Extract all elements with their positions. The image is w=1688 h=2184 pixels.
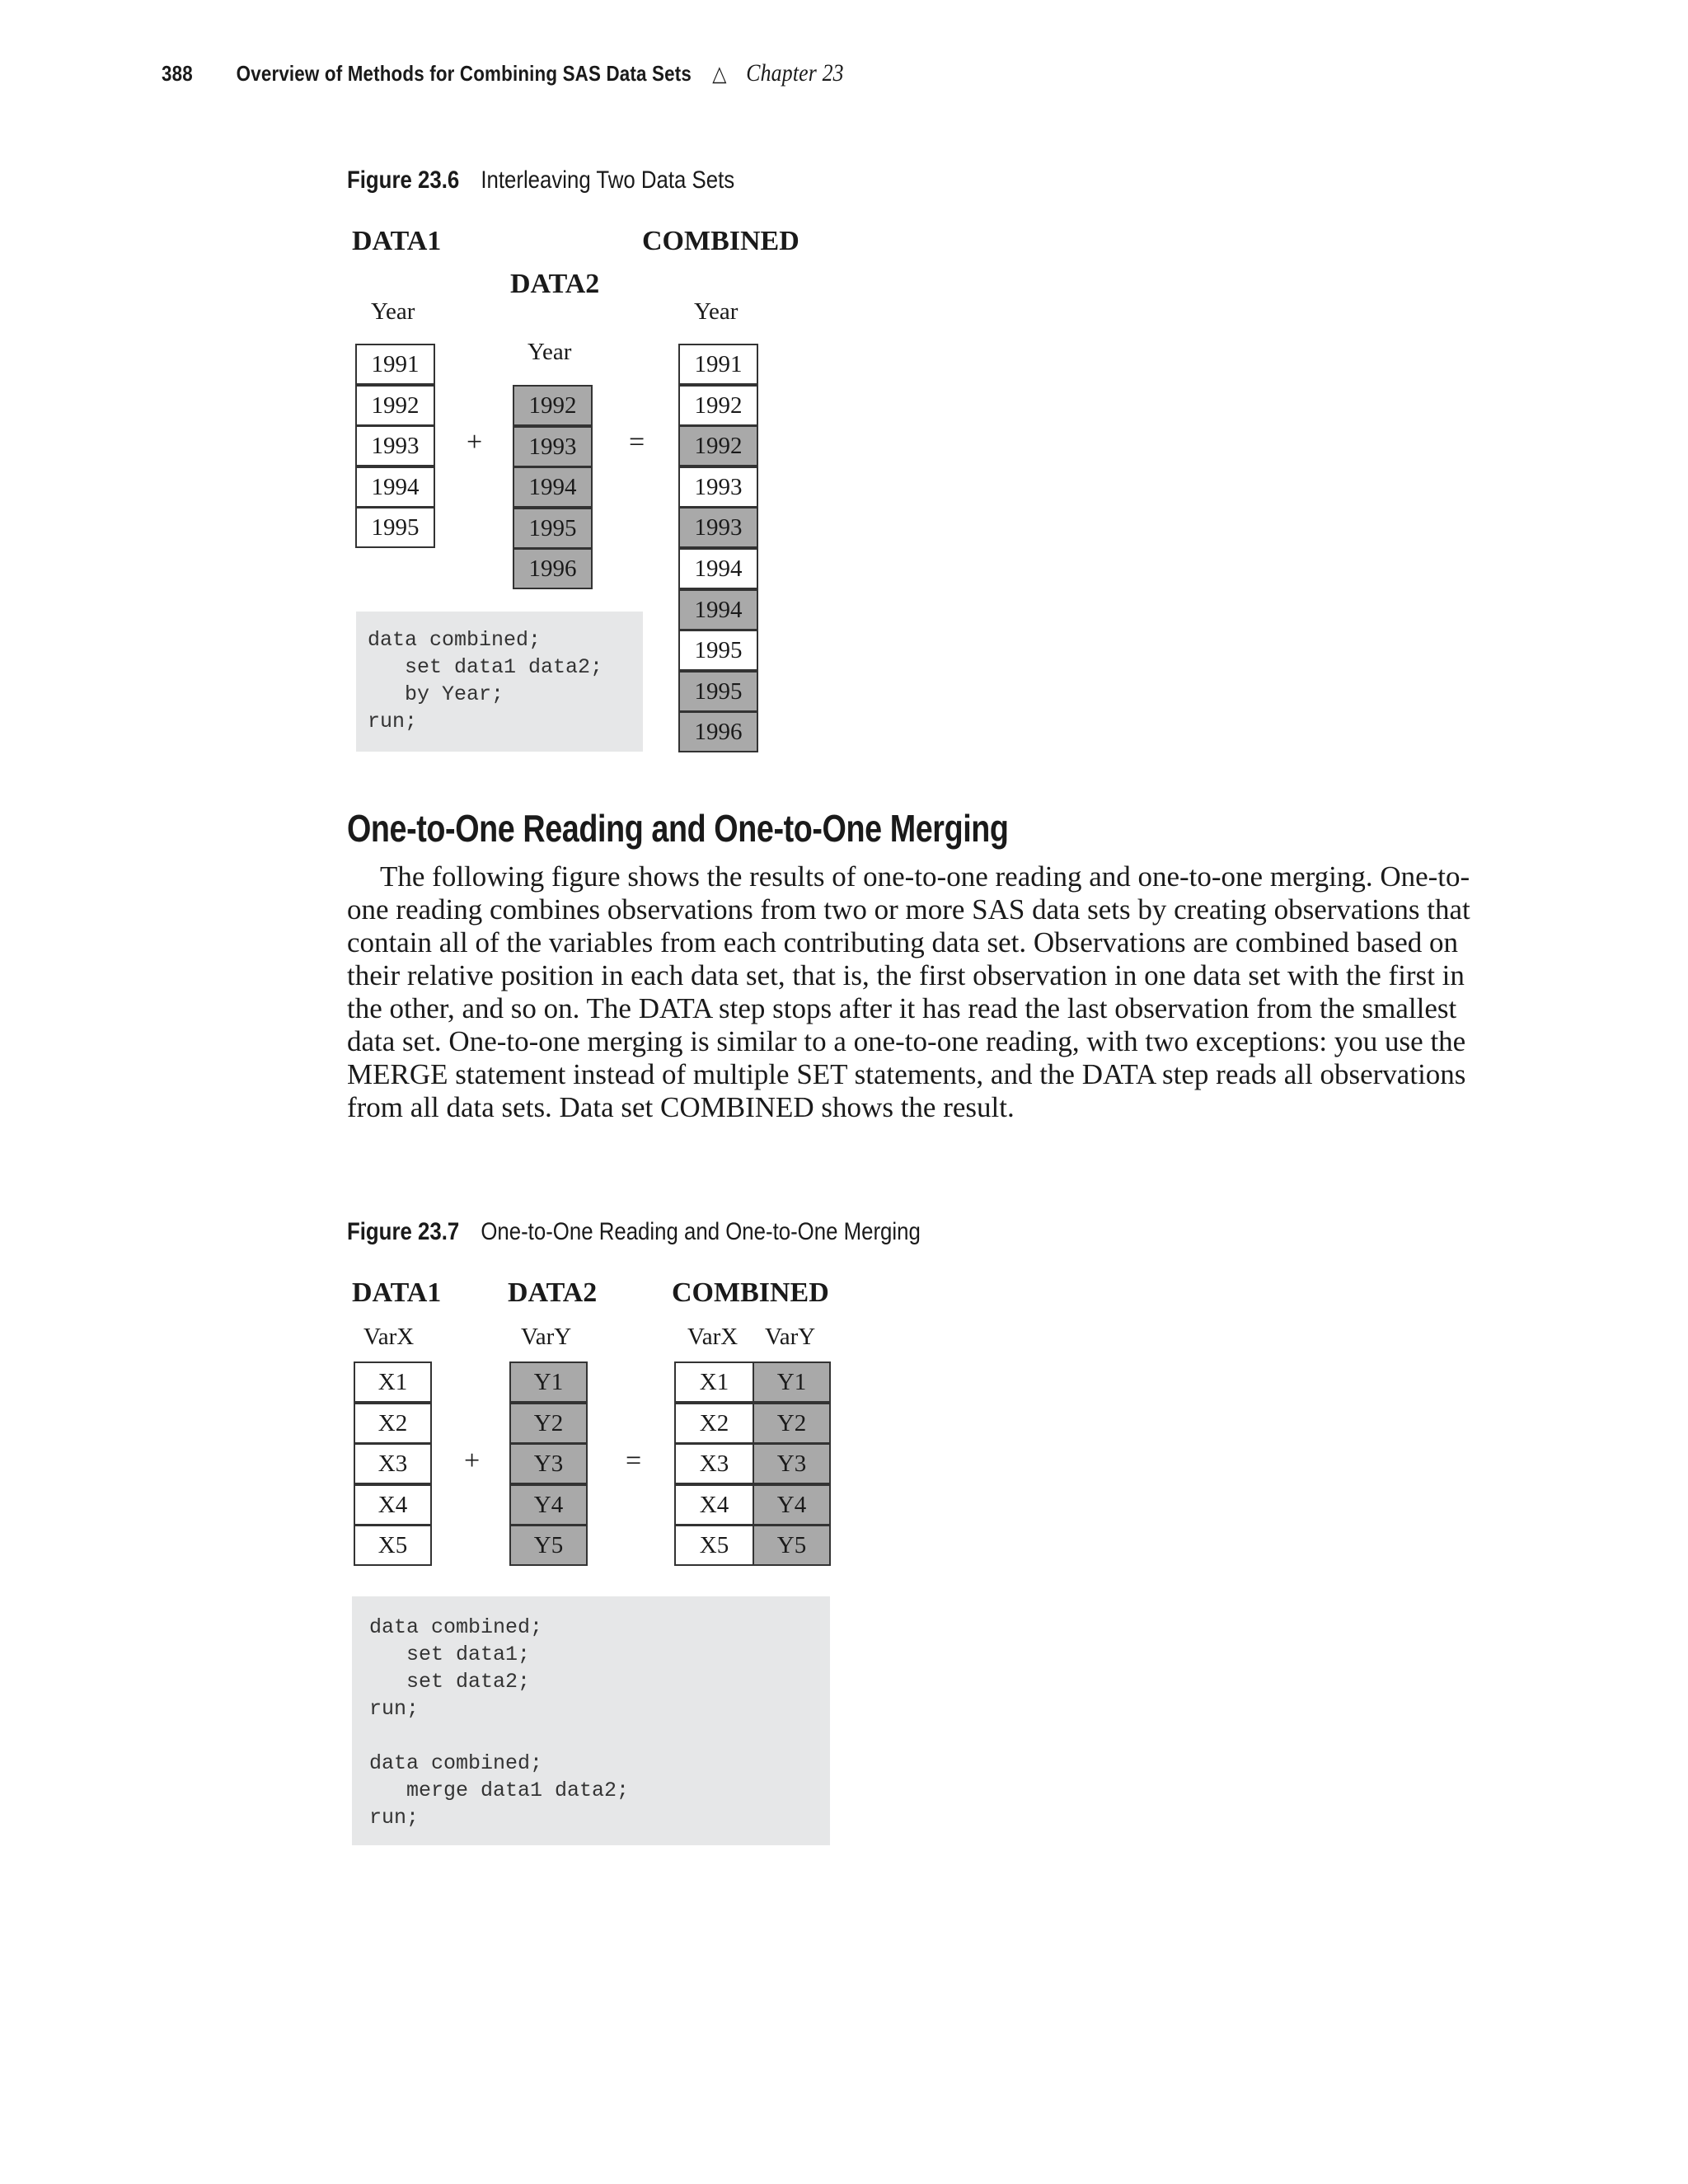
table-cell: 1995 bbox=[678, 630, 758, 671]
table-cell: 1992 bbox=[678, 385, 758, 426]
table-cell: 1992 bbox=[355, 385, 435, 426]
fig1-combined-column-header: Year bbox=[694, 298, 738, 325]
table-cell: Y3 bbox=[509, 1443, 588, 1484]
plus-sign: + bbox=[464, 1446, 481, 1476]
table-cell: Y4 bbox=[509, 1484, 588, 1526]
section-body bbox=[347, 860, 1476, 1124]
table-cell: Y5 bbox=[753, 1525, 831, 1566]
table-cell: Y4 bbox=[753, 1484, 831, 1526]
table-cell: 1993 bbox=[513, 426, 593, 467]
table-cell: Y5 bbox=[509, 1525, 588, 1566]
table-cell: X1 bbox=[354, 1361, 432, 1403]
figure-number: Figure 23.7 bbox=[347, 1218, 460, 1245]
fig2-data1-column-header: VarX bbox=[363, 1324, 415, 1350]
fig1-data2-label: DATA2 bbox=[510, 269, 600, 299]
table-cell: 1993 bbox=[678, 507, 758, 548]
section-heading: One-to-One Reading and One-to-One Merging bbox=[347, 807, 1009, 850]
table-cell: X2 bbox=[354, 1403, 432, 1444]
fig1-combined-label: COMBINED bbox=[642, 226, 799, 256]
equals-sign: = bbox=[629, 427, 645, 457]
running-title: Overview of Methods for Combining SAS Data Sets bbox=[236, 61, 692, 86]
fig2-data2-label: DATA2 bbox=[508, 1277, 598, 1308]
plus-sign: + bbox=[467, 427, 483, 457]
table-cell: X5 bbox=[674, 1525, 754, 1566]
table-cell: 1991 bbox=[355, 344, 435, 385]
fig2-combined-varx-header: VarX bbox=[687, 1324, 738, 1350]
table-cell: Y3 bbox=[753, 1443, 831, 1484]
equals-sign: = bbox=[626, 1446, 642, 1476]
table-cell: X4 bbox=[354, 1484, 432, 1526]
table-cell: 1992 bbox=[678, 425, 758, 466]
table-cell: Y1 bbox=[509, 1361, 588, 1403]
table-cell: X3 bbox=[674, 1443, 754, 1484]
triangle-separator-icon: △ bbox=[712, 61, 727, 86]
figure-23-7-caption bbox=[347, 1218, 921, 1246]
fig1-data2-column-header: Year bbox=[528, 339, 572, 365]
page-number: 388 bbox=[162, 61, 193, 86]
table-cell: X3 bbox=[354, 1443, 432, 1484]
chapter-label: Chapter 23 bbox=[746, 59, 844, 87]
table-cell: 1994 bbox=[355, 466, 435, 508]
table-cell: 1995 bbox=[513, 508, 593, 549]
table-cell: X1 bbox=[674, 1361, 754, 1403]
figure-number: Figure 23.6 bbox=[347, 166, 460, 194]
table-cell: 1993 bbox=[355, 425, 435, 466]
table-cell: 1996 bbox=[678, 711, 758, 752]
fig2-combined-vary-header: VarY bbox=[765, 1324, 816, 1350]
fig1-data1-label: DATA1 bbox=[352, 226, 442, 256]
fig2-data2-column-header: VarY bbox=[521, 1324, 572, 1350]
table-cell: X4 bbox=[674, 1484, 754, 1526]
table-cell: X5 bbox=[354, 1525, 432, 1566]
table-cell: 1994 bbox=[678, 548, 758, 589]
table-cell: 1992 bbox=[513, 385, 593, 426]
table-cell: X2 bbox=[674, 1403, 754, 1444]
fig2-code-block: data combined; set data1; set data2; run; data combined; merge data1 data2; run; bbox=[352, 1596, 830, 1845]
figure-23-6-caption bbox=[347, 166, 734, 194]
table-cell: Y1 bbox=[753, 1361, 831, 1403]
fig2-data1-label: DATA1 bbox=[352, 1277, 442, 1308]
table-cell: 1994 bbox=[678, 589, 758, 630]
table-cell: 1993 bbox=[678, 466, 758, 508]
table-cell: 1995 bbox=[355, 507, 435, 548]
fig1-data1-column-header: Year bbox=[371, 298, 415, 325]
page-header bbox=[162, 59, 844, 87]
table-cell: 1991 bbox=[678, 344, 758, 385]
body-paragraph: The following figure shows the results of one-to-one reading and one-to-one merging. One-to-one reading combines observations from two or more SAS data sets by creating observations that contain all of the variables from each contributing data set. Observations are combined based on their relative position in each data set, that is, the first observation in one data set with the first in the other, and so on. The DATA step stops after it has read the last observation from the smallest data set. One-to-one merging is similar to a one-to-one reading, with two exceptions: you use the MERGE statement instead of multiple SET statements, and the DATA step reads all observations from all data sets. Data set COMBINED shows the result. bbox=[347, 860, 1470, 1123]
table-cell: 1994 bbox=[513, 466, 593, 508]
figure-caption-text: One-to-One Reading and One-to-One Merging bbox=[481, 1218, 921, 1245]
table-cell: 1996 bbox=[513, 548, 593, 589]
table-cell: Y2 bbox=[753, 1403, 831, 1444]
fig1-code-block: data combined; set data1 data2; by Year; run; bbox=[356, 612, 643, 752]
fig2-combined-label: COMBINED bbox=[672, 1277, 829, 1308]
table-cell: Y2 bbox=[509, 1403, 588, 1444]
table-cell: 1995 bbox=[678, 671, 758, 712]
figure-caption-text: Interleaving Two Data Sets bbox=[481, 166, 735, 194]
